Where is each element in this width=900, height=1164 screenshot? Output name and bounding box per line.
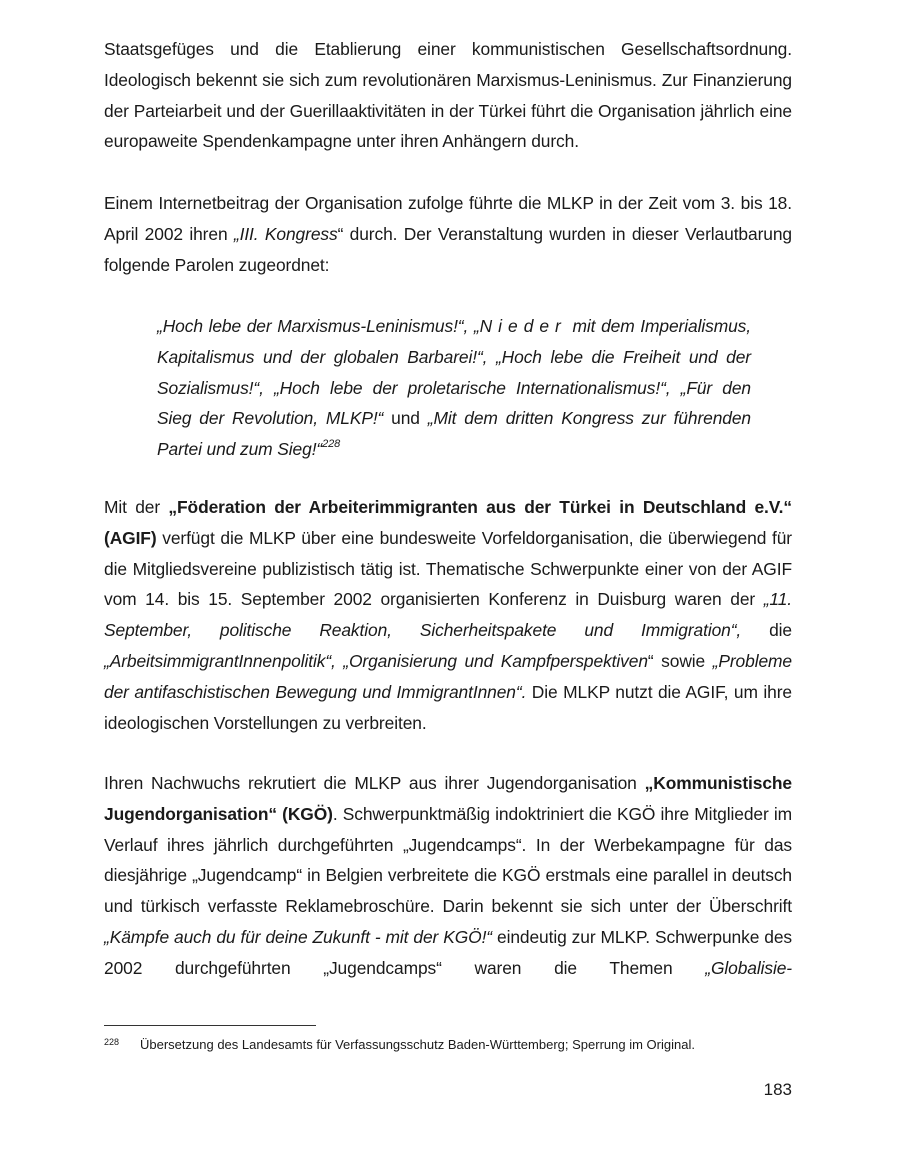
paragraph-2-text-cont: “ durch. Der Veranstaltung wurden in dieser Verlautbarung folgende Parolen zugeordnet:	[104, 223, 792, 275]
paragraph-3-end: Die MLKP nutzt die AGIF, um ihre ideologischen Vorstellungen zu verbreiten.	[104, 681, 792, 733]
quote-connector: und	[383, 408, 428, 429]
footnote-reference[interactable]: 228	[322, 438, 341, 451]
paragraph-2-text: Einem Internetbeitrag der Organisation zufolge führte die MLKP in der Zeit vom 3. bis 18. April 2002 ihren	[104, 193, 792, 244]
paragraph-2	[104, 188, 792, 280]
quote-part-2: mit dem Imperialismus, Kapitalismus und der globalen Barbarei!“, „Hoch lebe die Freiheit und der Sozialismus!“, „Hoch lebe der proletarische Internationalismus!“, „Für den Sieg der Revolution, MLKP!“	[157, 316, 751, 429]
conference-topic-3: „Probleme der antifaschistischen Bewegung und ImmigrantInnen“.	[104, 650, 792, 702]
quote-part-1: „Hoch lebe der Marxismus-Leninismus!“, „	[157, 316, 480, 336]
paragraph-4	[104, 768, 792, 984]
paragraph-3-text: Mit der	[104, 497, 169, 517]
paragraph-1-text: Staatsgefüges und die Etablierung einer kommunistischen Gesellschaftsordnung. Ideologisch bekennt sie sich zum revolutionären Marxismus-Leninismus. Zur Finanzierung der Parteiarbeit und der Guerillaaktivitäten in der Türkei führt die Organisation jährlich eine europaweite Spendenkampagne unter ihren Anhängern durch.	[104, 39, 792, 152]
paragraph-3-connector: die	[741, 620, 793, 641]
paragraph-4-text-cont: . Schwerpunktmäßig indoktriniert die KGÖ ihre Mitglieder im Verlauf ihres jährlich durchgeführten „Jugendcamps“. In der Werbekampagne für das diesjährige „Jugendcamp“ in Belgien verbreitete die KGÖ erstmals eine parallel in deutsch und türkisch verfasste Reklamebroschüre. Darin bekennt sie sich unter der Überschrift	[104, 803, 792, 917]
kongress-title: „III. Kongress	[233, 223, 338, 244]
conference-topic-2: „ArbeitsimmigrantInnenpolitik“, „Organisierung und Kampfperspektiven	[104, 650, 648, 671]
paragraph-3	[104, 492, 792, 738]
conference-topic-1: „11. September, politische Reaktion, Sicherheitspakete und Immigration“,	[104, 589, 792, 641]
agif-name: „Föderation der Arbeiterimmigranten aus der Türkei in Deutschland e.V.“ (AGIF)	[104, 497, 792, 548]
quote-part-3: „Mit dem dritten Kongress zur führenden Partei und zum Sieg!“	[157, 408, 751, 460]
footnote-number: 228	[104, 1037, 120, 1047]
kgo-name: „Kommunistische Jugendorganisation“ (KGÖ)	[104, 773, 792, 824]
paragraph-4-text-cont-2: eindeutig zur MLKP. Schwerpunke des 2002 durchgeführten „Jugendcamps“ waren die Themen	[104, 926, 792, 978]
paragraph-4-text: Ihren Nachwuchs rekrutiert die MLKP aus ihrer Jugendorganisation	[104, 773, 645, 793]
block-quote	[157, 311, 751, 465]
paragraph-3-connector-2: “ sowie	[647, 650, 713, 671]
footnote	[104, 1033, 804, 1054]
brochure-title: „Kämpfe auch du für deine Zukunft - mit der KGÖ!“	[104, 926, 492, 947]
footnote-separator	[104, 1025, 316, 1026]
page-number: 183	[763, 1080, 792, 1099]
camp-topic: „Globalisie-	[705, 957, 792, 978]
paragraph-3-text-cont: verfügt die MLKP über eine bundesweite Vorfeldorganisation, die überwiegend für die Mitgliedsvereine publizistisch tätig ist. Thematische Schwerpunkte einer von der AGIF vom 14. bis 15. September 2002 organisierten Konferenz in Duisburg waren der	[104, 527, 792, 610]
footnote-text: Übersetzung des Landesamts für Verfassungsschutz Baden-Württemberg; Sperrung im Original.	[140, 1037, 695, 1052]
paragraph-1	[104, 34, 792, 157]
quote-spaced-word: Nieder	[479, 316, 567, 336]
